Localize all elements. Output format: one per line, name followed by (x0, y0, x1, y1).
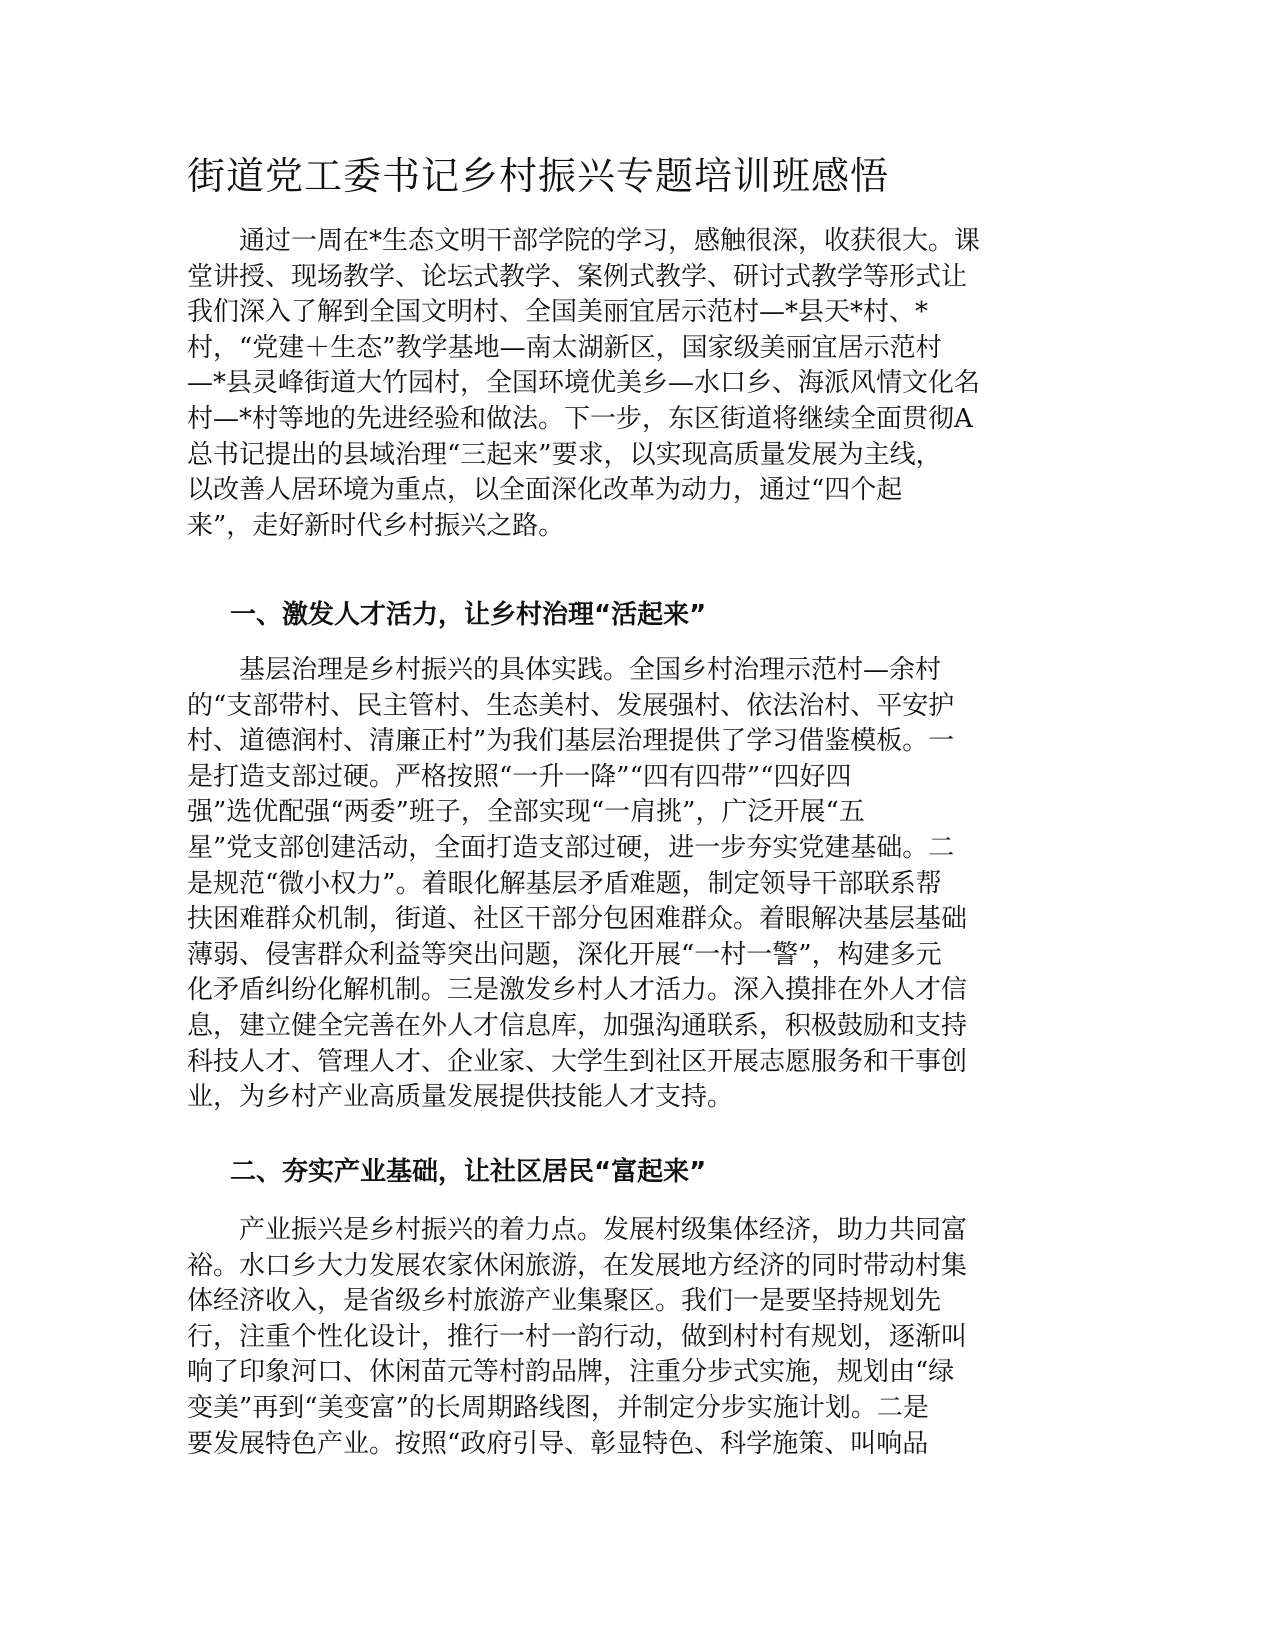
text-line: 通过一周在*生态文明干部学院的学习，感触很深，收获很大。课 (187, 226, 981, 256)
text-line: 行，注重个性化设计，推行一村一韵行动，做到村村有规划，逐渐叫 (187, 1321, 968, 1352)
section-heading-1: 一、激发人才活力，让乡村治理“活起来” (230, 600, 707, 630)
text-line: 村、道德润村、清廉正村”为我们基层治理提供了学习借鉴模板。一 (187, 726, 955, 757)
section-1-paragraph (187, 653, 1077, 1116)
text-line: 星”党支部创建活动，全面打造支部过硬，进一步夯实党建基础。二 (187, 832, 955, 863)
text-line: —*县灵峰街道大竹园村，全国环境优美乡—水口乡、海派风情文化名 (187, 368, 981, 399)
text-line: 息，建立健全完善在外人才信息库，加强沟通联系，积极鼓励和支持 (187, 1010, 968, 1041)
text-line: 产业振兴是乡村振兴的着力点。发展村级集体经济，助力共同富 (187, 1215, 968, 1245)
text-line: 堂讲授、现场教学、论坛式教学、案例式教学、研讨式教学等形式让 (187, 261, 968, 292)
text-line: 科技人才、管理人才、企业家、大学生到社区开展志愿服务和干事创 (187, 1046, 968, 1077)
text-line: 变美”再到“美变富”的长周期路线图，并制定分步实施计划。二是 (187, 1392, 929, 1423)
document-title: 街道党工委书记乡村振兴专题培训班感悟 (187, 154, 890, 198)
text-line: 基层治理是乡村振兴的具体实践。全国乡村治理示范村—余村 (187, 655, 942, 685)
section-2-paragraph (187, 1213, 1077, 1462)
text-line: 要发展特色产业。按照“政府引导、彰显特色、科学施策、叫响品 (187, 1428, 929, 1459)
section-heading-2: 二、夯实产业基础，让社区居民“富起来” (230, 1157, 707, 1187)
text-line: 以改善人居环境为重点，以全面深化改革为动力，通过“四个起 (187, 475, 903, 506)
text-line: 响了印象河口、休闲苗元等村韵品牌，注重分步式实施，规划由“绿 (187, 1357, 955, 1388)
intro-paragraph (187, 224, 1077, 544)
text-line: 是打造支部过硬。严格按照“一升一降”“四有四带”“四好四 (187, 761, 852, 792)
text-line: 的“支部带村、民主管村、生态美村、发展强村、依法治村、平安护 (187, 690, 955, 721)
text-line: 体经济收入，是省级乡村旅游产业集聚区。我们一是要坚持规划先 (187, 1286, 942, 1317)
text-line: 我们深入了解到全国文明村、全国美丽宜居示范村—*县天*村、* (187, 297, 929, 328)
text-line: 强”选优配强“两委”班子，全部实现“一肩挑”，广泛开展“五 (187, 797, 865, 828)
text-line: 村—*村等地的先进经验和做法。下一步，东区街道将继续全面贯彻A (187, 403, 973, 434)
text-line: 总书记提出的县域治理“三起来”要求，以实现高质量发展为主线， (187, 439, 942, 470)
text-line: 是规范“微小权力”。着眼化解基层矛盾难题，制定领导干部联系帮 (187, 868, 942, 899)
text-line: 扶困难群众机制，街道、社区干部分包困难群众。着眼解决基层基础 (187, 904, 968, 935)
text-line: 村，“党建＋生态”教学基地—南太湖新区，国家级美丽宜居示范村 (187, 332, 942, 363)
text-line: 化矛盾纠纷化解机制。三是激发乡村人才活力。深入摸排在外人才信 (187, 975, 968, 1006)
text-line: 业，为乡村产业高质量发展提供技能人才支持。 (187, 1082, 734, 1113)
text-line: 来”，走好新时代乡村振兴之路。 (187, 510, 565, 541)
text-line: 薄弱、侵害群众利益等突出问题，深化开展“一村一警”，构建多元 (187, 939, 942, 970)
text-line: 裕。水口乡大力发展农家休闲旅游，在发展地方经济的同时带动村集 (187, 1250, 968, 1281)
